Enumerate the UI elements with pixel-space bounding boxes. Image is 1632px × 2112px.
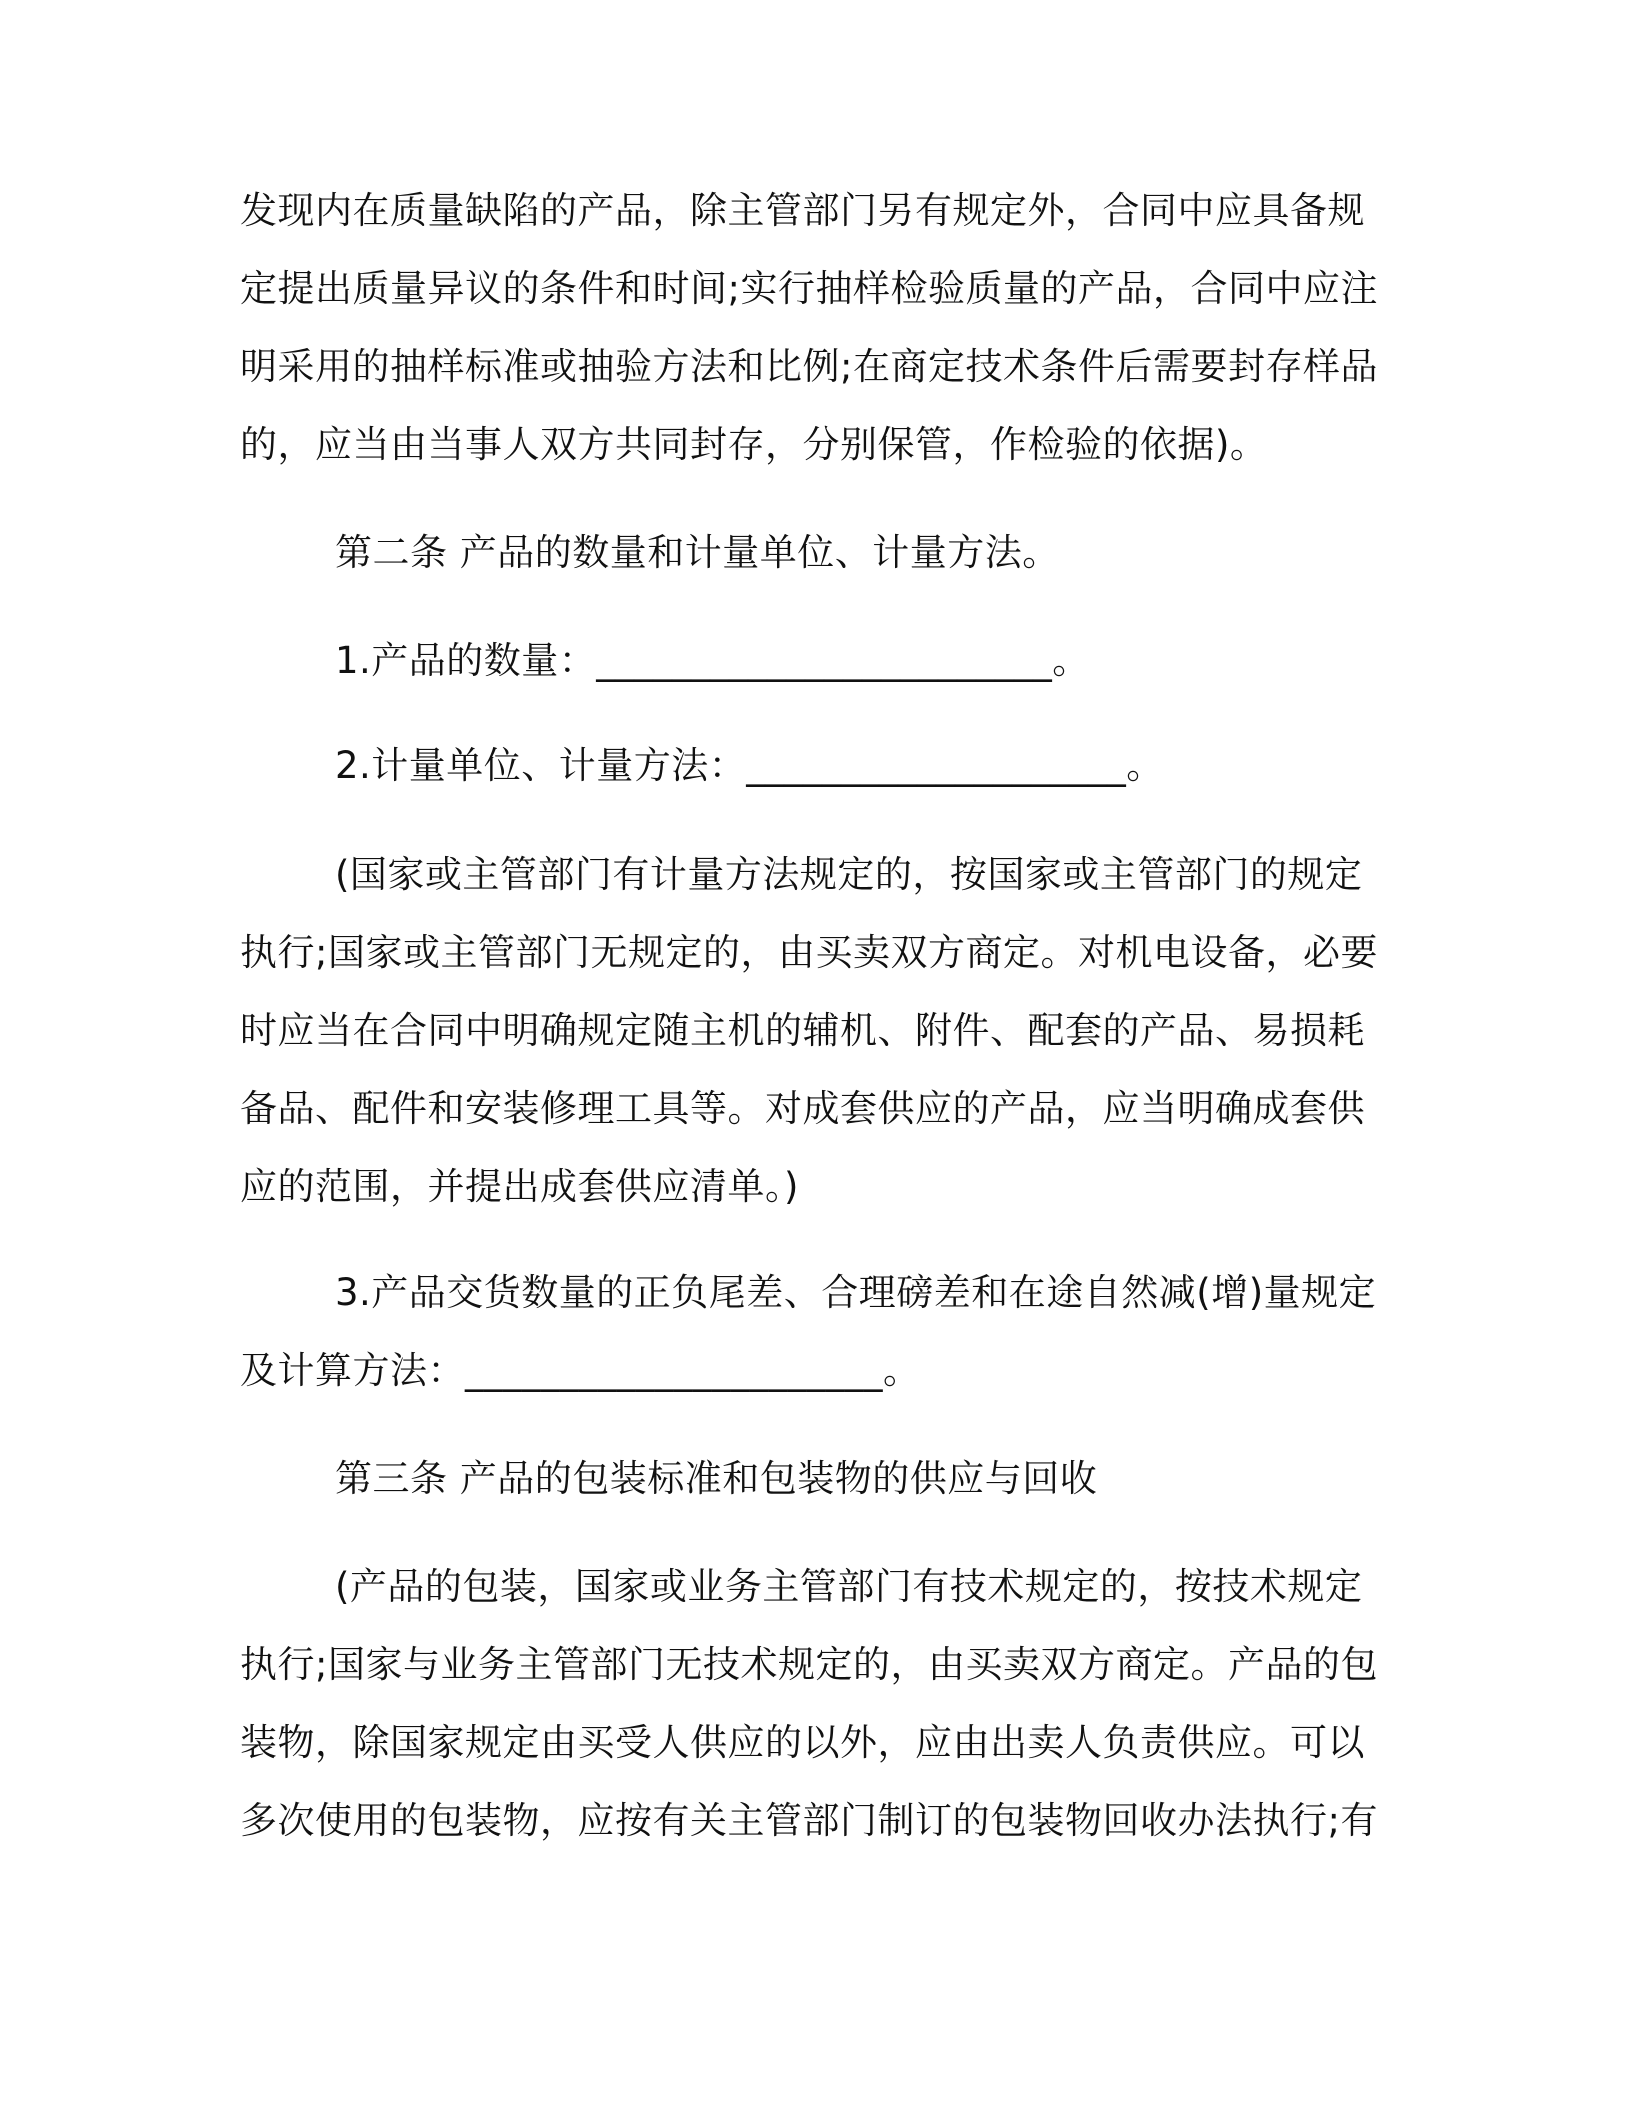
text-line: (产品的包装，国家或业务主管部门有技术规定的，按技术规定: [335, 1565, 1363, 1608]
text-line: 明采用的抽样标准或抽验方法和比例;在商定技术条件后需要封存样品: [240, 345, 1378, 388]
clause-item: 2.计量单位、计量方法：____________________。: [335, 744, 1164, 787]
text-line: 执行;国家与业务主管部门无技术规定的，由买卖双方商定。产品的包: [240, 1643, 1378, 1686]
text-line: (国家或主管部门有计量方法规定的，按国家或主管部门的规定: [335, 853, 1363, 896]
article-heading: 第三条 产品的包装标准和包装物的供应与回收: [335, 1457, 1098, 1500]
text-line: 应的范围，并提出成套供应清单。): [240, 1165, 799, 1208]
article-heading: 第二条 产品的数量和计量单位、计量方法。: [335, 531, 1060, 574]
text-line: 多次使用的包装物，应按有关主管部门制订的包装物回收办法执行;有: [240, 1799, 1378, 1842]
text-line: 执行;国家或主管部门无规定的，由买卖双方商定。对机电设备，必要: [240, 931, 1378, 974]
clause-item: 及计算方法：______________________。: [240, 1349, 921, 1392]
text-line: 装物，除国家规定由买受人供应的以外，应由出卖人负责供应。可以: [240, 1721, 1365, 1764]
text-line: 备品、配件和安装修理工具等。对成套供应的产品，应当明确成套供: [240, 1087, 1365, 1130]
text-line: 定提出质量异议的条件和时间;实行抽样检验质量的产品，合同中应注: [240, 267, 1378, 310]
text-line: 发现内在质量缺陷的产品，除主管部门另有规定外，合同中应具备规: [240, 189, 1365, 232]
text-line: 时应当在合同中明确规定随主机的辅机、附件、配套的产品、易损耗: [240, 1009, 1365, 1052]
clause-item: 1.产品的数量：________________________。: [335, 639, 1090, 682]
clause-item: 3.产品交货数量的正负尾差、合理磅差和在途自然减(增)量规定: [335, 1271, 1377, 1314]
text-line: 的，应当由当事人双方共同封存，分别保管，作检验的依据)。: [240, 423, 1268, 466]
